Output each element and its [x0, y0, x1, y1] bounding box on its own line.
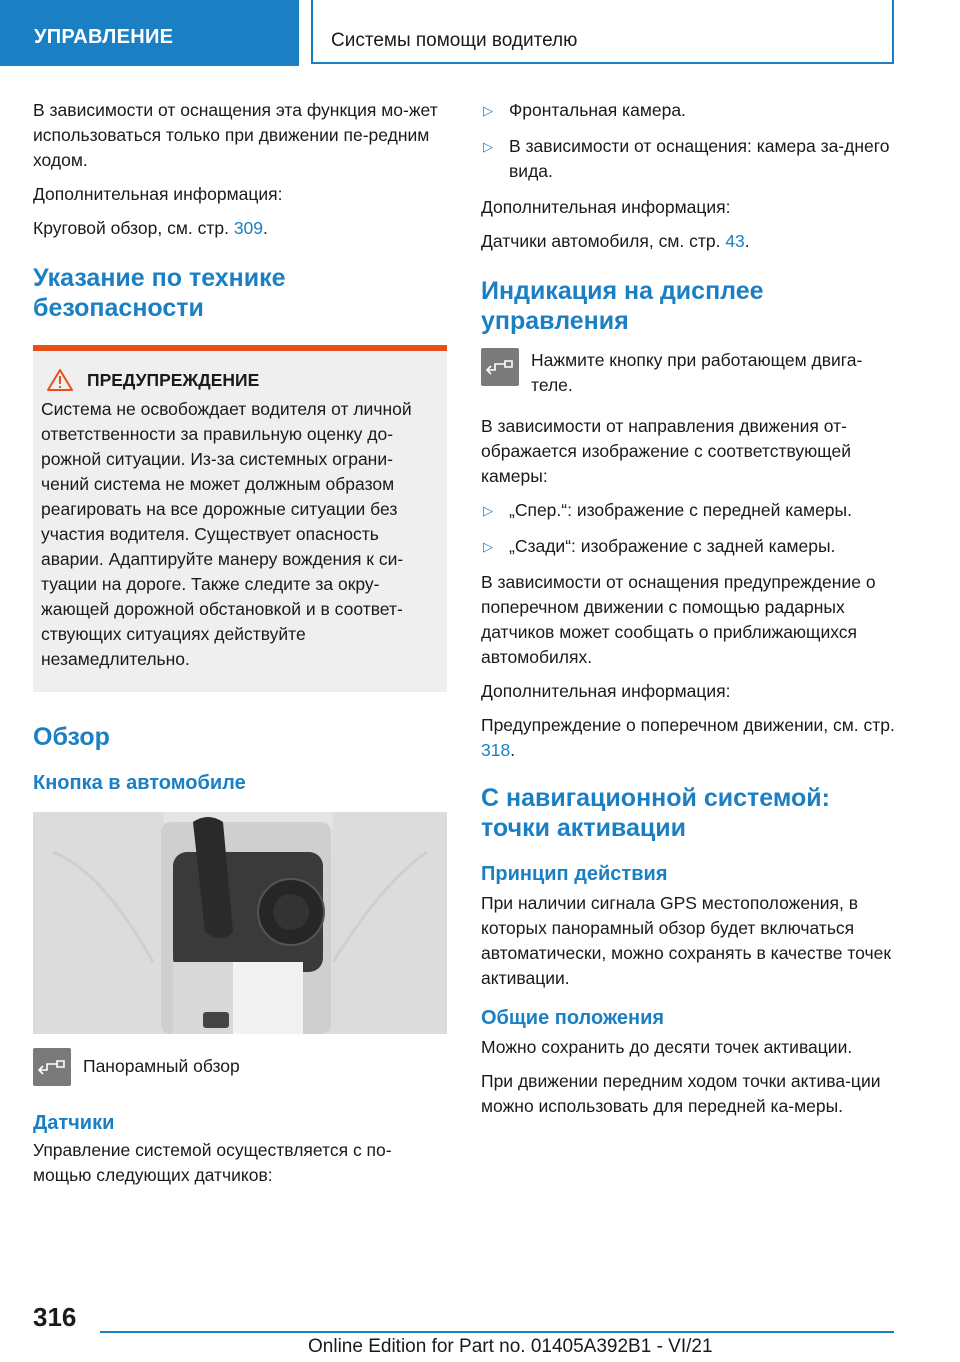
general-text-1: Можно сохранить до десяти точек активации.: [481, 1037, 853, 1057]
overview-heading: Обзор: [33, 723, 110, 751]
direction-text: В зависимости от направления движения от-ображается изображение с соответствующей камеры:: [481, 416, 852, 486]
panorama-button-caption: Панорамный обзор: [83, 1056, 240, 1076]
warning-box: [33, 345, 447, 692]
cross-traffic-reference: Предупреждение о поперечном движении, см. стр. 318.: [481, 715, 895, 760]
list-item: ▷ В зависимости от оснащения: камера за-днего вида.: [483, 136, 890, 181]
bullet-arrow-icon: ▷: [483, 103, 493, 118]
surround-view-reference: Круговой обзор, см. стр. 309.: [33, 218, 268, 238]
sensor-list: [481, 98, 896, 184]
page-number: 316: [33, 1302, 77, 1332]
list-item: ▷ „Сзади“: изображение с задней камеры.: [481, 534, 896, 559]
panorama-button-row: [33, 1048, 447, 1086]
bullet-arrow-icon: ▷: [483, 503, 493, 518]
navigation-heading: С навигационной системой: точки активации: [481, 784, 830, 842]
press-button-row: [481, 348, 896, 398]
footer-divider: [100, 1331, 894, 1333]
header-section-label: УПРАВЛЕНИЕ: [34, 26, 174, 48]
header-chapter-box: [311, 0, 894, 64]
header-section-tab: [0, 0, 299, 66]
page-link-309[interactable]: 309: [233, 218, 264, 238]
principle-heading: Принцип действия: [481, 863, 668, 885]
list-item: ▷ „Спер.“: изображение с передней камеры.: [481, 498, 896, 523]
cross-traffic-text: В зависимости от оснащения предупреждение о поперечном движении с помощью радарных датчиков может сообщать о приближающихся автомобилях.: [481, 572, 876, 667]
left-column: [33, 98, 447, 1197]
panorama-camera-button-icon: [33, 1048, 71, 1086]
sensors-heading: Датчики: [33, 1112, 115, 1134]
bullet-arrow-icon: ▷: [483, 539, 493, 554]
camera-list: [481, 498, 896, 559]
intro-paragraph: В зависимости от оснащения эта функция мо-жет использоваться только при движении пе-редним ходом.: [33, 100, 438, 170]
page-link-43[interactable]: 43: [725, 231, 745, 251]
warning-triangle-icon: [47, 369, 73, 391]
list-item: ▷ Фронтальная камера.: [481, 98, 896, 123]
safety-heading: Указание по технике безопасности: [33, 264, 286, 322]
bullet-arrow-icon: ▷: [483, 139, 493, 154]
more-info-label: Дополнительная информация:: [33, 184, 283, 204]
sensors-text: Управление системой осуществляется с по-мощью следующих датчиков:: [33, 1140, 392, 1185]
center-console-photo: [33, 812, 447, 1034]
general-text-2: При движении передним ходом точки актива-ции можно использовать для передней ка-меры.: [481, 1071, 881, 1116]
display-heading: Индикация на дисплее управления: [481, 277, 764, 335]
panorama-camera-button-icon: [481, 348, 519, 386]
button-heading: Кнопка в автомобиле: [33, 772, 246, 794]
warning-title: ПРЕДУПРЕЖДЕНИЕ: [87, 369, 260, 390]
more-info-label-2: Дополнительная информация:: [481, 681, 731, 701]
header-chapter-label: Системы помощи водителю: [331, 30, 578, 51]
press-button-text: Нажмите кнопку при работающем двига-теле.: [531, 350, 863, 395]
warning-title-row: [41, 369, 439, 391]
warning-text: Система не освобождает водителя от личной ответственности за правильную оценку до-рожной ситуации. Из-за системных ограни-чений система не может должным образом реагировать на все дорожные ситуации без участия водителя. Существует опасность аварии. Адаптируйте манеру вождения к си-туации на дороге. Также следите за окру-жающей дорожной обстановкой и в соответ-ствующих ситуациях действуйте незамедлительно.: [41, 399, 412, 669]
principle-text: При наличии сигнала GPS местоположения, в которых панорамный обзор будет включаться автоматически, можно сохранять в качестве точек активации.: [481, 893, 892, 988]
page-link-318[interactable]: 318: [481, 740, 511, 760]
more-info-label: Дополнительная информация:: [481, 197, 731, 217]
general-heading: Общие положения: [481, 1007, 665, 1029]
sensors-reference: Датчики автомобиля, см. стр. 43.: [481, 231, 750, 251]
right-column: [481, 98, 896, 1128]
footer-edition: Online Edition for Part no. 01405A392B1 - VI/21: [308, 1336, 713, 1357]
